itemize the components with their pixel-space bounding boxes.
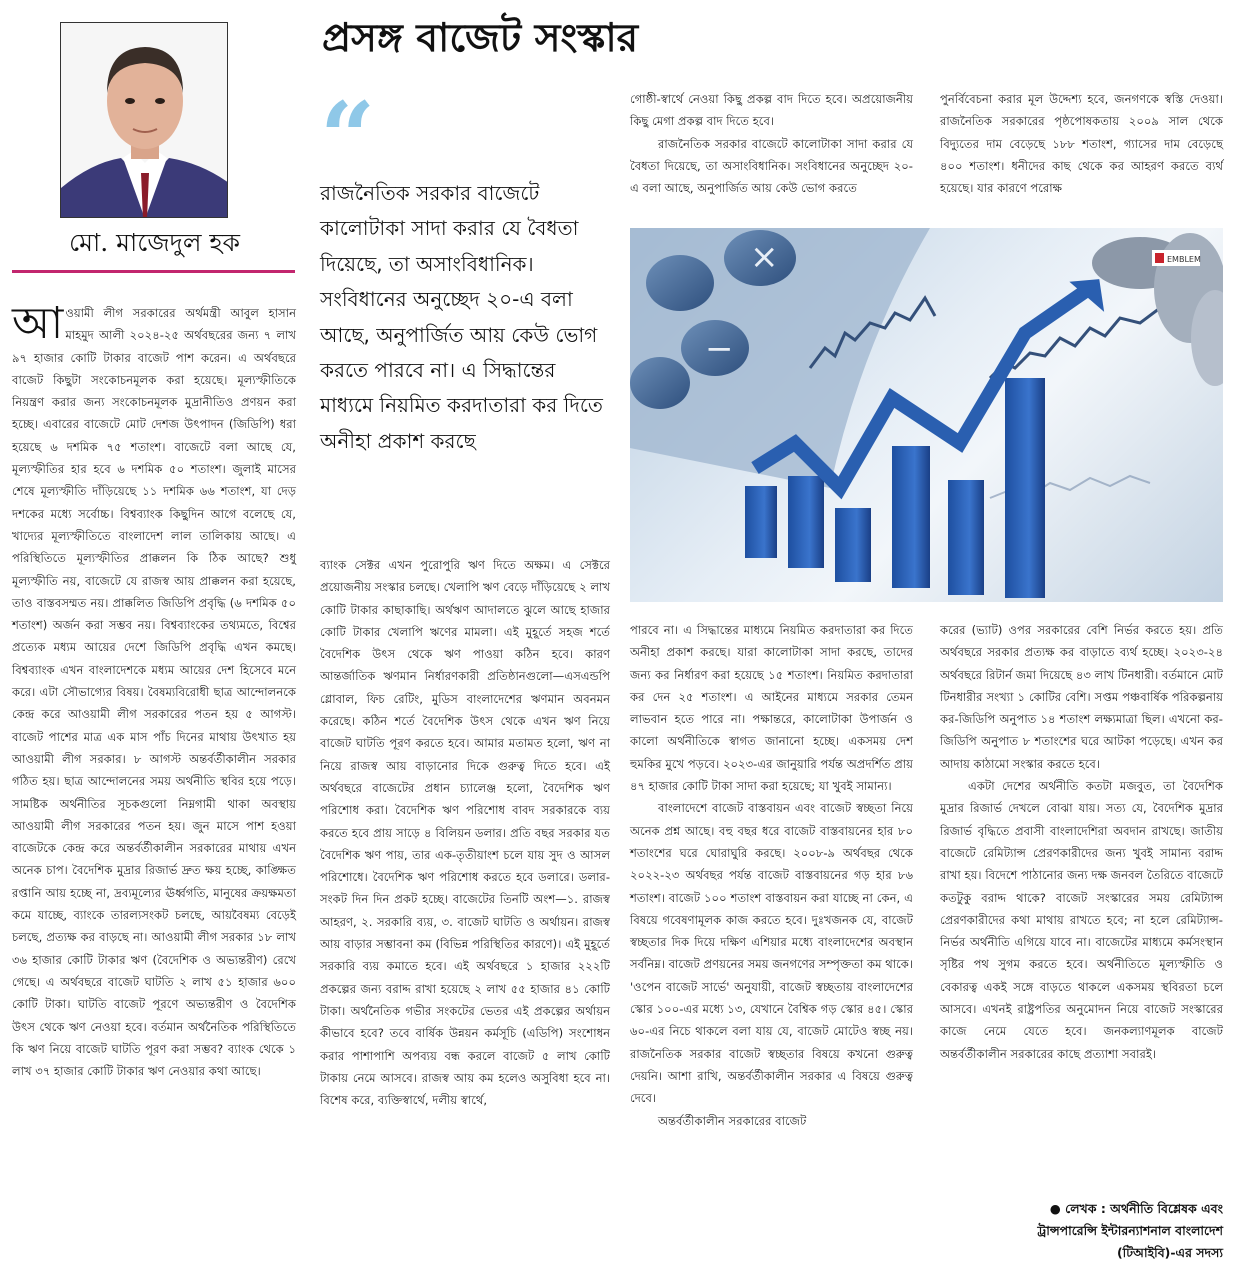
paragraph: পুনর্বিবেচনা করার মূল উদ্দেশ্য হবে, জনগণকে স্বস্তি দেওয়া। রাজনৈতিক সরকারের পৃষ্ঠপোষকতায় ২০০৯ সাল থেকে বিদ্যুতের দাম বেড়েছে ১৮৮ শতাংশ, গ্যাসের দাম বেড়েছে ৪০০ শতাংশ। ধনীদের কাছ থেকে কর আহরণ করতে ব্যর্থ হয়েছে। যার কারণে পরোক্ষ <box>940 92 1223 196</box>
minus-key-icon: − <box>705 329 734 369</box>
paragraph: পারবে না। এ সিদ্ধান্তের মাধ্যমে নিয়মিত করদাতারা কর দিতে অনীহা প্রকাশ করছে। যারা কালোটাকা সাদা করছে, তাদের জন্য কর নির্ধারণ করা হয়েছে ১৫ শতাংশ। নিয়মিত করদাতারা কর দেন ২৫ শতাংশ। এ আইনের মাধ্যমে সরকার তেমন লাভবান হতে পারে না। পক্ষান্তরে, কালোটাকা উপার্জন ও কালো অর্থনীতিকে স্বাগত জানানো হচ্ছে। একসময় দেশ হুমকির মুখে পড়বে। ২০২৩-এর জানুয়ারি পর্যন্ত অপ্রদর্শিত প্রায় ৪৭ হাজার কোটি টাকা সাদা করা হয়েছে; যা খুবই সামান্য। <box>630 623 913 794</box>
calculator-key-icon <box>646 255 714 311</box>
author-photo <box>60 22 228 218</box>
article-column-1 <box>12 298 296 1082</box>
logo-text: EMBLEM <box>1167 255 1201 264</box>
paragraph: বাংলাদেশে বাজেট বাস্তবায়ন এবং বাজেট স্বচ্ছতা নিয়ে অনেক প্রশ্ন আছে। বহু বছর ধরে বাজেট বাস্তবায়নের হার ৮০ শতাংশের ঘরে ঘোরাঘুরি করছে। ২০০৮-৯ অর্থবছর থেকে ২০২২-২৩ অর্থবছর পর্যন্ত বাজেট বাস্তবায়নের গড় হার ৮৬ শতাংশ। বাজেট ১০০ শতাংশ বাস্তবায়ন করা যাচ্ছে না কেন, এ বিষয়ে গবেষণামূলক কাজ করতে হবে। দুঃখজনক যে, বাজেট স্বচ্ছতার দিক দিয়ে দক্ষিণ এশিয়ার মধ্যে বাংলাদেশের অবস্থান সর্বনিম্ন। বাজেট প্রণয়নের সময় জনগণের সম্পৃক্ততা কম থাকে। 'ওপেন বাজেট সার্ভে' অনুযায়ী, বাজেট স্বচ্ছতায় বাংলাদেশের স্কোর ১০০-এর মধ্যে ১৩, যেখানে বৈশ্বিক গড় স্কোর ৪৫। স্কোর ৬০-এর নিচে থাকলে বলা যায় যে, বাজেট মোটেও স্বচ্ছ নয়। রাজনৈতিক সরকার বাজেট স্বচ্ছতার বিষয়ে কখনো গুরুত্ব দেয়নি। আশা রাখি, অন্তর্বর্তীকালীন সরকার এ বিষয়ে গুরুত্ব দেবে। <box>630 801 913 1106</box>
chart-bar <box>788 476 824 568</box>
paragraph: করের (ভ্যাট) ওপর সরকারের বেশি নির্ভর করতে হয়। প্রতি অর্থবছরে সরকার প্রত্যক্ষ কর বাড়াতে ব্যর্থ হচ্ছে। ২০২৩-২৪ অর্থবছরে রিটার্ন জমা দিয়েছে ৪৩ লাখ টিনধারী। বর্তমানে মোট টিনধারীর সংখ্যা ১ কোটির বেশি। সপ্তম পঞ্চবার্ষিক পরিকল্পনায় কর-জিডিপি অনুপাত ১৪ শতাংশ লক্ষ্যমাত্রা ছিল। এখনো কর-জিডিপি অনুপাত ৮ শতাংশের ঘরে আটকা পড়েছে। এখন কর আদায় কাঠামো সংস্কার করতে হবে। <box>940 623 1223 771</box>
drop-cap: আ <box>12 298 64 349</box>
paragraph-text: ওয়ামী লীগ সরকারের অর্থমন্ত্রী আবুল হাসান মাহমুদ আলী ২০২৪-২৫ অর্থবছরের জন্য ৭ লাখ ৯৭ হাজার কোটি টাকার বাজেট পাশ করেন। এ অর্থবছরে বাজেট কিছুটা সংকোচনমূলক করা হয়েছে। মূল্যস্ফীতিকে নিয়ন্ত্রণ করার জন্য সংকোচনমূলক মুদ্রানীতিও প্রণয়ন করা হচ্ছে। এবারের বাজেটে মোট দেশজ উৎপাদন (জিডিপি) ধরা হয়েছে ৬ দশমিক ৭৫ শতাংশ। বাজেটে বলা আছে যে, মূল্যস্ফীতির হার হবে ৬ দশমিক ৫০ শতাংশ। জুলাই মাসের শেষে মূল্যস্ফীতি দাঁড়িয়েছে ১১ দশমিক ৬৬ শতাংশ, যা দেড় দশকের মধ্যে সর্বোচ্চ। বিশ্বব্যাংক কিছুদিন আগে বলেছে যে, খাদ্যের মূল্যস্ফীতিতে বাংলাদেশ লাল তালিকায় আছে। এ পরিস্থিতিতে মূল্যস্ফীতির প্রাক্কলন কি ঠিক আছে? শুধু মূল্যস্ফীতি নয়, বাজেটে যে রাজস্ব আয় প্রাক্কলন করা হয়েছে, তাও বাস্তবসম্মত নয়। প্রাক্কলিত জিডিপি প্রবৃদ্ধি (৬ দশমিক ৫০ শতাংশ) অর্জন করা সম্ভব নয়। বিশ্বব্যাংকের তথ্যমতে, বিশ্বের প্রত্যেক মধ্যম আয়ের দেশে জিডিপি প্রবৃদ্ধি এখন কমছে। বিশ্বব্যাংক এখন বাংলাদেশকে মধ্যম আয়ের দেশ হিসেবে মনে করে। এটা সৌভাগ্যের বিষয়। বৈষম্যবিরোধী ছাত্র আন্দোলনকে কেন্দ্র করে আওয়ামী লীগ সরকারের পতন হয় ৫ আগস্ট। বাজেট পাশের মাত্র এক মাস পাঁচ দিনের মাথায় উৎখাত হয় আওয়ামী লীগ সরকার। ৮ আগস্ট অন্তর্বর্তীকালীন সরকার গঠিত হয়। ছাত্র আন্দোলনের সময় অর্থনীতি স্থবির হয়ে পড়ে। সামষ্টিক অর্থনীতির সূচকগুলো নিম্নগামী থাকা অবস্থায় আওয়ামী লীগ সরকারের পতন হয়। জুন মাসে পাশ হওয়া বাজেটকে কেন্দ্র করে অন্তর্বর্তীকালীন সরকারের মাথায় এখন অনেক চাপ। বৈদেশিক মুদ্রার রিজার্ভ দ্রুত ক্ষয় হচ্ছে, কাঙ্ক্ষিত রপ্তানি আয় হচ্ছে না, দ্রব্যমূল্যের ঊর্ধ্বগতি, মানুষের ক্রয়ক্ষমতা কমে যাচ্ছে, ব্যাংকে তারল্যসংকট চলছে, আয়বৈষম্য বেড়েই চলছে, প্রত্যক্ষ কর বাড়ছে না। আওয়ামী লীগ সরকার ১৮ লাখ ৩৬ হাজার কোটি টাকার ঋণ (বৈদেশিক ও অভ্যন্তরীণ) রেখে গেছে। এ অর্থবছরে বাজেট ঘাটতি ২ লাখ ৫১ হাজার ৬০০ কোটি টাকা। ঘাটতি বাজেট পূরণে অভ্যন্তরীণ ও বৈদেশিক উৎস থেকে ঋণ নেওয়া হবে। বর্তমান অর্থনৈতিক পরিস্থিতিতে কি ঋণ নিয়ে বাজেট ঘাটতি পূরণ করা সম্ভব? ব্যাংক থেকে ১ লাখ ৩৭ হাজার কোটি টাকার ঋণ নেওয়ার কথা আছে। <box>12 306 296 1079</box>
bullet-icon: ● <box>1049 1201 1061 1216</box>
paragraph <box>12 298 296 1082</box>
article-column-4-top <box>940 88 1223 199</box>
paragraph: ব্যাংক সেক্টর এখন পুরোপুরি ঋণ দিতে অক্ষম। এ সেক্টরে প্রয়োজনীয় সংস্কার চলছে। খেলাপি ঋণ বেড়ে দাঁড়িয়েছে ২ লাখ কোটি টাকার কাছাকাছি। অর্থঋণ আদালতে ঝুলে আছে হাজার কোটি টাকার খেলাপি ঋণের মামলা। এই মুহূর্তে সহজ শর্তে বৈদেশিক উৎস থেকে ঋণ পাওয়া কঠিন হবে। কারণ আন্তর্জাতিক ঋণমান নির্ধারণকারী প্রতিষ্ঠানগুলো—এসএন্ডপি গ্লোবাল, ফিচ রেটিং, মুডিস বাংলাদেশের ঋণমান অবনমন করেছে। কঠিন শর্তে বৈদেশিক উৎস থেকে এখন ঋণ নিয়ে বাজেট ঘাটতি পূরণ করতে হবে। আমার মতামত হলো, ঋণ না নিয়ে রাজস্ব আয় বাড়ানোর দিকে গুরুত্ব দিতে হবে। এই অর্থবছরে বাজেটের প্রধান চ্যালেঞ্জ হলো, বৈদেশিক ঋণ পরিশোধ করা। বৈদেশিক ঋণ পরিশোধ বাবদ সরকারকে ব্যয় করতে হবে প্রায় সাড়ে ৪ বিলিয়ন ডলার। প্রতি বছর সরকার যত বৈদেশিক ঋণ পায়, তার এক-তৃতীয়াংশ চলে যায় সুদ ও আসল পরিশোধে। বৈদেশিক ঋণ পরিশোধ করতে হবে ডলারে। ডলার-সংকট দিন দিন প্রকট হচ্ছে। বাজেটের তিনটি অংশ—১. রাজস্ব আহরণ, ২. সরকারি ব্যয়, ৩. বাজেট ঘাটতি ও অর্থায়ন। রাজস্ব আয় বাড়ার সম্ভাবনা কম (বিভিন্ন পরিস্থিতির কারণে)। এই মুহূর্তে সরকারি ব্যয় কমাতে হবে। এই অর্থবছরে ১ হাজার ২২২টি প্রকল্পের জন্য বরাদ্দ রাখা হয়েছে ২ লাখ ৫৫ হাজার ৪১ কোটি টাকা। অর্থনৈতিক গভীর সংকটের ভেতর এই প্রকল্পের অর্থায়ন কীভাবে হবে? তবে বার্ষিক উন্নয়ন কর্মসূচি (এডিপি) সংশোধন করার পাশাপাশি অপব্যয় বন্ধ করলে বাজেট ৫ লাখ কোটি টাকায় নেমে আসবে। রাজস্ব আয় কম হলেও অসুবিধা হবে না। বিশেষ করে, ব্যক্তিস্বার্থে, দলীয় স্বার্থে, <box>320 558 610 1108</box>
growth-chart-illustration <box>630 228 1223 602</box>
chart-bar <box>835 508 871 582</box>
byline-line-1 <box>940 1198 1223 1220</box>
author-name: মো. মাজেদুল হক <box>68 228 241 257</box>
paragraph: অন্তর্বর্তীকালীন সরকারের বাজেট <box>658 1113 807 1128</box>
article-column-3-top <box>630 88 913 199</box>
page-title: প্রসঙ্গ বাজেট সংস্কার <box>322 15 639 61</box>
chart-bar <box>745 486 777 558</box>
chart-bar <box>1005 378 1045 598</box>
author-byline <box>940 1198 1223 1264</box>
chart-bar <box>892 446 930 588</box>
pull-quote: রাজনৈতিক সরকার বাজেটে কালোটাকা সাদা করার যে বৈধতা দিয়েছে, তা অসাংবিধানিক। সংবিধানের অনুচ্ছেদ ২০-এ বলা আছে, অনুপার্জিত আয় কেউ ভোগ করতে পারবে না। এ সিদ্ধান্তের মাধ্যমে নিয়মিত করদাতারা কর দিতে অনীহা প্রকাশ করছে <box>320 181 603 453</box>
paragraph: একটা দেশের অর্থনীতি কতটা মজবুত, তা বৈদেশিক মুদ্রার রিজার্ভ দেখলে বোঝা যায়। সত্য যে, বৈদেশিক মুদ্রার রিজার্ভ বৃদ্ধিতে প্রবাসী বাংলাদেশিরা অবদান রাখছে। জাতীয় বাজেটে রেমিট্যান্স প্রেরণকারীদের জন্য খুবই সামান্য বরাদ্দ রাখা হয়। বিদেশে পাঠানোর জন্য দক্ষ জনবল তৈরিতে বাজেটে কতটুকু বরাদ্দ থাকে? বাজেট সংস্কারের সময় রেমিট্যান্স প্রেরণকারীদের কথা মাথায় রাখতে হবে; না হলে রেমিট্যান্স-নির্ভর অর্থনীতি এগিয়ে যাবে না। বাজেটের মাধ্যমে কর্মসংস্থান সৃষ্টির পথ সুগম করতে হবে। অর্থনীতিতে মূল্যস্ফীতি ও বেকারত্ব একই সঙ্গে বাড়তে থাকলে একসময় স্থবিরতা চলে আসবে। এখনই রাষ্ট্রপতির অনুমোদন নিয়ে বাজেট সংস্কারের কাজে নেমে যেতে হবে। জনকল্যাণমূলক বাজেট অন্তর্বর্তীকালীন সরকারের কাছে প্রত্যাশা সবারই। <box>940 779 1223 1061</box>
byline-line-3: (টিআইবি)-এর সদস্য <box>1116 1245 1223 1260</box>
article-column-3-bottom <box>630 619 913 1132</box>
calculator-key-icon <box>630 357 690 409</box>
logo-mark-icon <box>1155 253 1164 263</box>
chart-bar <box>948 480 984 595</box>
paragraph: গোষ্ঠী-স্বার্থে নেওয়া কিছু প্রকল্প বাদ দিতে হবে। অপ্রয়োজনীয় কিছু মেগা প্রকল্প বাদ দিতে হবে। <box>630 92 913 129</box>
quote-mark-icon: “ <box>320 81 376 194</box>
accent-divider <box>12 270 295 273</box>
byline-text: লেখক : অর্থনীতি বিশ্লেষক এবং <box>1065 1201 1223 1216</box>
plus-key-icon: × <box>750 237 779 277</box>
author-portrait-illustration <box>61 23 228 218</box>
article-illustration <box>630 228 1223 602</box>
byline-line-2: ট্রান্সপারেন্সি ইন্টারন্যাশনাল বাংলাদেশ <box>1037 1223 1223 1238</box>
article-column-2 <box>320 554 610 1111</box>
article-column-4-bottom <box>940 619 1223 1065</box>
paragraph: রাজনৈতিক সরকার বাজেটে কালোটাকা সাদা করার যে বৈধতা দিয়েছে, তা অসাংবিধানিক। সংবিধানের অনুচ্ছেদ ২০-এ বলা আছে, অনুপার্জিত আয় কেউ ভোগ করতে <box>630 136 913 196</box>
